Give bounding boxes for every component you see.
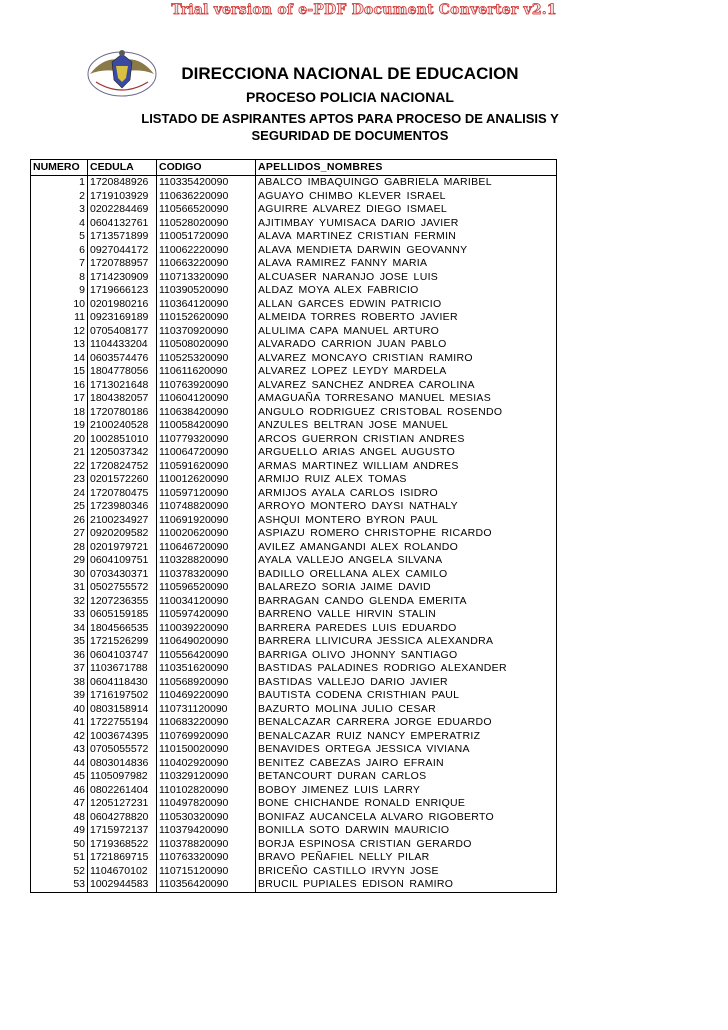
cell-codigo: 110497820090: [157, 797, 256, 811]
document-title: [0, 64, 700, 84]
cell-cedula: 0604103747: [88, 649, 157, 663]
cell-apellidos-nombres: ARGUELLO ARIAS ANGEL AUGUSTO: [256, 446, 557, 460]
cell-numero: 35: [31, 635, 88, 649]
cell-apellidos-nombres: AYALA VALLEJO ANGELA SILVANA: [256, 554, 557, 568]
cell-cedula: 0605159185: [88, 608, 157, 622]
table-row: [31, 662, 557, 676]
column-header-numero: NUMERO: [31, 160, 88, 176]
cell-apellidos-nombres: BARRERA LLIVICURA JESSICA ALEXANDRA: [256, 635, 557, 649]
cell-numero: 49: [31, 824, 88, 838]
cell-numero: 2: [31, 190, 88, 204]
cell-cedula: 0705408177: [88, 325, 157, 339]
table-row: [31, 703, 557, 717]
cell-apellidos-nombres: ALULIMA CAPA MANUEL ARTURO: [256, 325, 557, 339]
cell-apellidos-nombres: BADILLO ORELLANA ALEX CAMILO: [256, 568, 557, 582]
cell-codigo: 110012620090: [157, 473, 256, 487]
cell-codigo: 110508020090: [157, 338, 256, 352]
cell-cedula: 1002851010: [88, 433, 157, 447]
cell-apellidos-nombres: ARMAS MARTINEZ WILLIAM ANDRES: [256, 460, 557, 474]
cell-numero: 27: [31, 527, 88, 541]
table-row: [31, 824, 557, 838]
column-header-codigo: CODIGO: [157, 160, 256, 176]
cell-apellidos-nombres: ANGULO RODRIGUEZ CRISTOBAL ROSENDO: [256, 406, 557, 420]
cell-numero: 40: [31, 703, 88, 717]
cell-numero: 11: [31, 311, 88, 325]
cell-numero: 34: [31, 622, 88, 636]
cell-numero: 43: [31, 743, 88, 757]
table-row: [31, 851, 557, 865]
cell-cedula: 0201980216: [88, 298, 157, 312]
table-row: [31, 203, 557, 217]
cell-numero: 36: [31, 649, 88, 663]
table-row: [31, 527, 557, 541]
table-row: [31, 257, 557, 271]
cell-codigo: 110763320090: [157, 851, 256, 865]
cell-apellidos-nombres: ASHQUI MONTERO BYRON PAUL: [256, 514, 557, 528]
trial-watermark: Trial version of e-PDF Document Converter v2.1: [171, 2, 557, 18]
table-row: [31, 770, 557, 784]
cell-numero: 18: [31, 406, 88, 420]
table-row: [31, 743, 557, 757]
cell-cedula: 1207236355: [88, 595, 157, 609]
cell-numero: 10: [31, 298, 88, 312]
table-row: [31, 190, 557, 204]
cell-cedula: 1720848926: [88, 176, 157, 190]
table-row: [31, 757, 557, 771]
cell-apellidos-nombres: ALVARADO CARRION JUAN PABLO: [256, 338, 557, 352]
cell-apellidos-nombres: ALVAREZ SANCHEZ ANDREA CAROLINA: [256, 379, 557, 393]
table-row: [31, 689, 557, 703]
column-header-cedula: CEDULA: [88, 160, 157, 176]
cell-numero: 8: [31, 271, 88, 285]
cell-cedula: 1719368522: [88, 838, 157, 852]
cell-cedula: 1713021648: [88, 379, 157, 393]
cell-cedula: 1716197502: [88, 689, 157, 703]
cell-apellidos-nombres: ARMIJO RUIZ ALEX TOMAS: [256, 473, 557, 487]
cell-cedula: 1719103929: [88, 190, 157, 204]
cell-numero: 51: [31, 851, 88, 865]
cell-cedula: 1721869715: [88, 851, 157, 865]
cell-apellidos-nombres: AJITIMBAY YUMISACA DARIO JAVIER: [256, 217, 557, 231]
cell-numero: 1: [31, 176, 88, 190]
cell-cedula: 1104433204: [88, 338, 157, 352]
cell-apellidos-nombres: BALAREZO SORIA JAIME DAVID: [256, 581, 557, 595]
cell-cedula: 0604278820: [88, 811, 157, 825]
cell-codigo: 110351620090: [157, 662, 256, 676]
cell-numero: 28: [31, 541, 88, 555]
cell-cedula: 1205127231: [88, 797, 157, 811]
cell-cedula: 1002944583: [88, 878, 157, 892]
table-row: [31, 811, 557, 825]
table-row: [31, 298, 557, 312]
cell-numero: 50: [31, 838, 88, 852]
cell-codigo: 110370920090: [157, 325, 256, 339]
cell-cedula: 0201572260: [88, 473, 157, 487]
cell-codigo: 110528020090: [157, 217, 256, 231]
cell-apellidos-nombres: ALAVA RAMIREZ FANNY MARIA: [256, 257, 557, 271]
cell-apellidos-nombres: ALAVA MARTINEZ CRISTIAN FERMIN: [256, 230, 557, 244]
cell-cedula: 1103671788: [88, 662, 157, 676]
cell-codigo: 110638420090: [157, 406, 256, 420]
table-row: [31, 446, 557, 460]
cell-codigo: 110597420090: [157, 608, 256, 622]
listing-heading: [0, 110, 700, 144]
cell-codigo: 110152620090: [157, 311, 256, 325]
cell-codigo: 110691920090: [157, 514, 256, 528]
listing-heading-line2: SEGURIDAD DE DOCUMENTOS: [251, 128, 449, 143]
table-row: [31, 311, 557, 325]
cell-cedula: 1720788957: [88, 257, 157, 271]
cell-cedula: 0803014836: [88, 757, 157, 771]
cell-numero: 46: [31, 784, 88, 798]
cell-codigo: 110402920090: [157, 757, 256, 771]
cell-codigo: 110058420090: [157, 419, 256, 433]
table-row: [31, 595, 557, 609]
cell-cedula: 1804566535: [88, 622, 157, 636]
applicants-table: [30, 159, 557, 893]
cell-numero: 53: [31, 878, 88, 892]
cell-numero: 16: [31, 379, 88, 393]
cell-numero: 39: [31, 689, 88, 703]
cell-apellidos-nombres: BONIFAZ AUCANCELA ALVARO RIGOBERTO: [256, 811, 557, 825]
cell-cedula: 1804382057: [88, 392, 157, 406]
cell-numero: 13: [31, 338, 88, 352]
cell-codigo: 110329120090: [157, 770, 256, 784]
cell-numero: 17: [31, 392, 88, 406]
cell-codigo: 110596520090: [157, 581, 256, 595]
table-row: [31, 554, 557, 568]
cell-apellidos-nombres: ARCOS GUERRON CRISTIAN ANDRES: [256, 433, 557, 447]
cell-cedula: 1720824752: [88, 460, 157, 474]
table-row: [31, 473, 557, 487]
cell-codigo: 110566520090: [157, 203, 256, 217]
cell-codigo: 110713320090: [157, 271, 256, 285]
cell-numero: 14: [31, 352, 88, 366]
cell-cedula: 0604132761: [88, 217, 157, 231]
cell-cedula: 0803158914: [88, 703, 157, 717]
cell-apellidos-nombres: BENITEZ CABEZAS JAIRO EFRAIN: [256, 757, 557, 771]
table-row: [31, 338, 557, 352]
cell-apellidos-nombres: ALAVA MENDIETA DARWIN GEOVANNY: [256, 244, 557, 258]
cell-codigo: 110034120090: [157, 595, 256, 609]
cell-numero: 12: [31, 325, 88, 339]
cell-numero: 41: [31, 716, 88, 730]
table-header-row: [31, 160, 557, 176]
cell-cedula: 1104670102: [88, 865, 157, 879]
table-row: [31, 622, 557, 636]
cell-codigo: 110604120090: [157, 392, 256, 406]
cell-numero: 38: [31, 676, 88, 690]
table-row: [31, 176, 557, 190]
cell-apellidos-nombres: BARRIGA OLIVO JHONNY SANTIAGO: [256, 649, 557, 663]
table-row: [31, 865, 557, 879]
cell-cedula: 1719666123: [88, 284, 157, 298]
cell-apellidos-nombres: BRAVO PEÑAFIEL NELLY PILAR: [256, 851, 557, 865]
cell-cedula: 1714230909: [88, 271, 157, 285]
table-row: [31, 608, 557, 622]
cell-apellidos-nombres: BAZURTO MOLINA JULIO CESAR: [256, 703, 557, 717]
table-row: [31, 797, 557, 811]
cell-apellidos-nombres: ALMEIDA TORRES ROBERTO JAVIER: [256, 311, 557, 325]
column-header-apellidos-nombres: APELLIDOS_NOMBRES: [256, 160, 557, 176]
cell-codigo: 110525320090: [157, 352, 256, 366]
table-row: [31, 230, 557, 244]
cell-cedula: 1720780475: [88, 487, 157, 501]
cell-numero: 15: [31, 365, 88, 379]
cell-apellidos-nombres: AMAGUAÑA TORRESANO MANUEL MESIAS: [256, 392, 557, 406]
cell-apellidos-nombres: BRUCIL PUPIALES EDISON RAMIRO: [256, 878, 557, 892]
cell-apellidos-nombres: BENALCAZAR RUIZ NANCY EMPERATRIZ: [256, 730, 557, 744]
cell-numero: 33: [31, 608, 88, 622]
table-row: [31, 838, 557, 852]
cell-codigo: 110039220090: [157, 622, 256, 636]
cell-cedula: 1722755194: [88, 716, 157, 730]
cell-codigo: 110379420090: [157, 824, 256, 838]
document-title-text: DIRECCIONA NACIONAL DE EDUCACION: [181, 64, 519, 83]
cell-cedula: 1804778056: [88, 365, 157, 379]
cell-cedula: 2100240528: [88, 419, 157, 433]
cell-codigo: 110649020090: [157, 635, 256, 649]
cell-numero: 21: [31, 446, 88, 460]
cell-codigo: 110364120090: [157, 298, 256, 312]
cell-apellidos-nombres: BETANCOURT DURAN CARLOS: [256, 770, 557, 784]
cell-cedula: 1723980346: [88, 500, 157, 514]
cell-cedula: 0202284469: [88, 203, 157, 217]
cell-cedula: 0604118430: [88, 676, 157, 690]
cell-apellidos-nombres: ALDAZ MOYA ALEX FABRICIO: [256, 284, 557, 298]
cell-apellidos-nombres: AGUAYO CHIMBO KLEVER ISRAEL: [256, 190, 557, 204]
cell-numero: 20: [31, 433, 88, 447]
cell-cedula: 1205037342: [88, 446, 157, 460]
cell-codigo: 110530320090: [157, 811, 256, 825]
cell-apellidos-nombres: AVILEZ AMANGANDI ALEX ROLANDO: [256, 541, 557, 555]
cell-apellidos-nombres: ALLAN GARCES EDWIN PATRICIO: [256, 298, 557, 312]
cell-numero: 5: [31, 230, 88, 244]
cell-apellidos-nombres: ALCUASER NARANJO JOSE LUIS: [256, 271, 557, 285]
cell-numero: 19: [31, 419, 88, 433]
cell-numero: 7: [31, 257, 88, 271]
cell-cedula: 0705055572: [88, 743, 157, 757]
cell-numero: 24: [31, 487, 88, 501]
cell-codigo: 110597120090: [157, 487, 256, 501]
cell-apellidos-nombres: ALVAREZ LOPEZ LEYDY MARDELA: [256, 365, 557, 379]
cell-numero: 4: [31, 217, 88, 231]
table-row: [31, 433, 557, 447]
cell-codigo: 110568920090: [157, 676, 256, 690]
table-row: [31, 244, 557, 258]
cell-codigo: 110064720090: [157, 446, 256, 460]
cell-apellidos-nombres: BASTIDAS VALLEJO DARIO JAVIER: [256, 676, 557, 690]
table-row: [31, 541, 557, 555]
table-row: [31, 392, 557, 406]
table-row: [31, 406, 557, 420]
cell-numero: 25: [31, 500, 88, 514]
cell-apellidos-nombres: ARROYO MONTERO DAYSI NATHALY: [256, 500, 557, 514]
cell-codigo: 110051720090: [157, 230, 256, 244]
cell-apellidos-nombres: BENALCAZAR CARRERA JORGE EDUARDO: [256, 716, 557, 730]
listing-heading-line1: LISTADO DE ASPIRANTES APTOS PARA PROCESO DE ANALISIS Y: [141, 111, 559, 126]
table-row: [31, 716, 557, 730]
cell-codigo: 110731120090: [157, 703, 256, 717]
cell-cedula: 1715972137: [88, 824, 157, 838]
cell-cedula: 0802261404: [88, 784, 157, 798]
cell-apellidos-nombres: BARRERA PAREDES LUIS EDUARDO: [256, 622, 557, 636]
document-subtitle: PROCESO POLICIA NACIONAL: [246, 89, 454, 105]
table-row: [31, 487, 557, 501]
cell-codigo: 110356420090: [157, 878, 256, 892]
cell-apellidos-nombres: ASPIAZU ROMERO CHRISTOPHE RICARDO: [256, 527, 557, 541]
cell-apellidos-nombres: AGUIRRE ALVAREZ DIEGO ISMAEL: [256, 203, 557, 217]
cell-cedula: 1105097982: [88, 770, 157, 784]
cell-apellidos-nombres: ABALCO IMBAQUINGO GABRIELA MARIBEL: [256, 176, 557, 190]
cell-codigo: 110591620090: [157, 460, 256, 474]
cell-apellidos-nombres: ALVAREZ MONCAYO CRISTIAN RAMIRO: [256, 352, 557, 366]
cell-numero: 52: [31, 865, 88, 879]
cell-numero: 30: [31, 568, 88, 582]
cell-cedula: 0920209582: [88, 527, 157, 541]
cell-apellidos-nombres: BENAVIDES ORTEGA JESSICA VIVIANA: [256, 743, 557, 757]
table-row: [31, 271, 557, 285]
cell-apellidos-nombres: BONILLA SOTO DARWIN MAURICIO: [256, 824, 557, 838]
cell-numero: 26: [31, 514, 88, 528]
table-row: [31, 878, 557, 892]
cell-cedula: 0604109751: [88, 554, 157, 568]
table-row: [31, 460, 557, 474]
cell-numero: 44: [31, 757, 88, 771]
table-row: [31, 217, 557, 231]
cell-numero: 23: [31, 473, 88, 487]
cell-cedula: 0927044172: [88, 244, 157, 258]
table-row: [31, 514, 557, 528]
cell-numero: 9: [31, 284, 88, 298]
cell-cedula: 1720780186: [88, 406, 157, 420]
table-row: [31, 325, 557, 339]
table-row: [31, 568, 557, 582]
table-row: [31, 379, 557, 393]
cell-codigo: 110779320090: [157, 433, 256, 447]
cell-apellidos-nombres: ANZULES BELTRAN JOSE MANUEL: [256, 419, 557, 433]
cell-cedula: 0201979721: [88, 541, 157, 555]
cell-codigo: 110663220090: [157, 257, 256, 271]
cell-apellidos-nombres: BONE CHICHANDE RONALD ENRIQUE: [256, 797, 557, 811]
cell-codigo: 110020620090: [157, 527, 256, 541]
cell-codigo: 110748820090: [157, 500, 256, 514]
cell-codigo: 110062220090: [157, 244, 256, 258]
cell-codigo: 110715120090: [157, 865, 256, 879]
cell-codigo: 110150020090: [157, 743, 256, 757]
cell-numero: 48: [31, 811, 88, 825]
cell-cedula: 1721526299: [88, 635, 157, 649]
cell-numero: 37: [31, 662, 88, 676]
cell-codigo: 110469220090: [157, 689, 256, 703]
table-row: [31, 284, 557, 298]
cell-codigo: 110763920090: [157, 379, 256, 393]
cell-codigo: 110769920090: [157, 730, 256, 744]
table-body: [31, 176, 557, 893]
cell-codigo: 110102820090: [157, 784, 256, 798]
cell-codigo: 110328820090: [157, 554, 256, 568]
table-row: [31, 635, 557, 649]
table-row: [31, 365, 557, 379]
cell-cedula: 0603574476: [88, 352, 157, 366]
cell-cedula: 0502755572: [88, 581, 157, 595]
cell-codigo: 110378320090: [157, 568, 256, 582]
cell-numero: 3: [31, 203, 88, 217]
cell-apellidos-nombres: BRICEÑO CASTILLO IRVYN JOSE: [256, 865, 557, 879]
table-row: [31, 730, 557, 744]
cell-numero: 32: [31, 595, 88, 609]
cell-apellidos-nombres: ARMIJOS AYALA CARLOS ISIDRO: [256, 487, 557, 501]
cell-numero: 42: [31, 730, 88, 744]
cell-cedula: 1003674395: [88, 730, 157, 744]
table-row: [31, 500, 557, 514]
cell-codigo: 110646720090: [157, 541, 256, 555]
cell-codigo: 110683220090: [157, 716, 256, 730]
cell-apellidos-nombres: BORJA ESPINOSA CRISTIAN GERARDO: [256, 838, 557, 852]
cell-numero: 22: [31, 460, 88, 474]
cell-apellidos-nombres: BARRAGAN CANDO GLENDA EMERITA: [256, 595, 557, 609]
cell-cedula: 2100234927: [88, 514, 157, 528]
cell-codigo: 110378820090: [157, 838, 256, 852]
cell-apellidos-nombres: BOBOY JIMENEZ LUIS LARRY: [256, 784, 557, 798]
table-row: [31, 581, 557, 595]
cell-apellidos-nombres: BAUTISTA CODENA CRISTHIAN PAUL: [256, 689, 557, 703]
cell-codigo: 110611620090: [157, 365, 256, 379]
table-row: [31, 649, 557, 663]
cell-codigo: 110556420090: [157, 649, 256, 663]
cell-numero: 6: [31, 244, 88, 258]
table-row: [31, 676, 557, 690]
cell-codigo: 110636220090: [157, 190, 256, 204]
table-row: [31, 784, 557, 798]
cell-cedula: 1713571899: [88, 230, 157, 244]
cell-numero: 31: [31, 581, 88, 595]
table-row: [31, 419, 557, 433]
cell-cedula: 0923169189: [88, 311, 157, 325]
cell-apellidos-nombres: BASTIDAS PALADINES RODRIGO ALEXANDER: [256, 662, 557, 676]
cell-numero: 45: [31, 770, 88, 784]
cell-apellidos-nombres: BARRENO VALLE HIRVIN STALIN: [256, 608, 557, 622]
cell-cedula: 0703430371: [88, 568, 157, 582]
cell-codigo: 110390520090: [157, 284, 256, 298]
cell-codigo: 110335420090: [157, 176, 256, 190]
cell-numero: 29: [31, 554, 88, 568]
cell-numero: 47: [31, 797, 88, 811]
table-row: [31, 352, 557, 366]
